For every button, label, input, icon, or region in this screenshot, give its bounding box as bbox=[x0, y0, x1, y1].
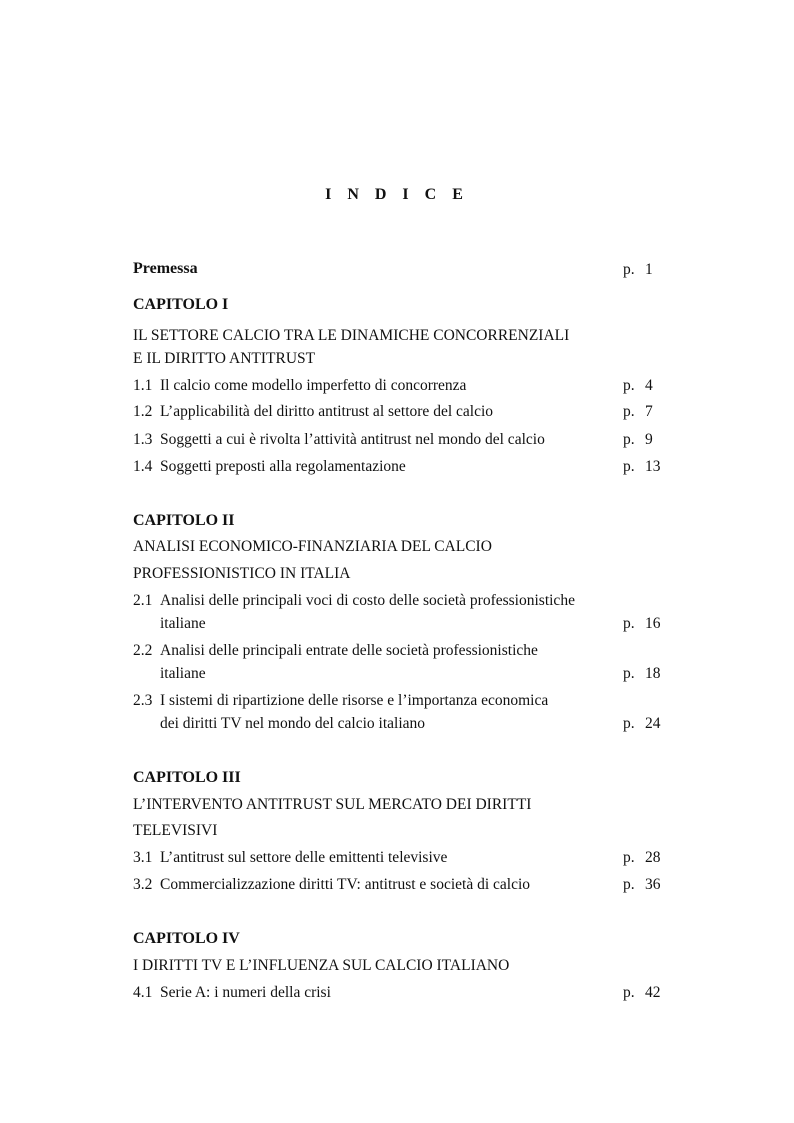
entry-number: 1.4 bbox=[133, 458, 153, 475]
chapter-heading: CAPITOLO II bbox=[133, 512, 235, 529]
page-number: 1 bbox=[645, 261, 653, 278]
entry-number: 2.1 bbox=[133, 592, 153, 609]
page-prefix: p. bbox=[623, 377, 635, 394]
toc-entry bbox=[133, 430, 663, 450]
page-number: 13 bbox=[645, 458, 661, 475]
toc-entry bbox=[133, 691, 663, 711]
entry-number: 1.2 bbox=[133, 403, 153, 420]
entry-title: Analisi delle principali voci di costo delle società professionistiche bbox=[160, 592, 575, 609]
page-prefix: p. bbox=[623, 261, 635, 278]
page-prefix: p. bbox=[623, 615, 635, 632]
entry-number: 4.1 bbox=[133, 984, 153, 1001]
page-number: 9 bbox=[645, 431, 653, 448]
toc-entry-page-ref bbox=[623, 664, 661, 684]
page-prefix: p. bbox=[623, 431, 635, 448]
toc-entry bbox=[133, 402, 663, 422]
page-prefix: p. bbox=[623, 458, 635, 475]
toc-entry bbox=[133, 848, 663, 868]
entry-number: 1.1 bbox=[133, 377, 153, 394]
premessa-label: Premessa bbox=[133, 260, 198, 277]
page-prefix: p. bbox=[623, 876, 635, 893]
toc-entry-continuation: dei diritti TV nel mondo del calcio italiano bbox=[160, 715, 426, 732]
page-prefix: p. bbox=[623, 403, 635, 420]
chapter-subtitle-line: L’INTERVENTO ANTITRUST SUL MERCATO DEI DIRITTI bbox=[133, 796, 532, 813]
entry-title: Soggetti preposti alla regolamentazione bbox=[160, 458, 406, 475]
chapter-subtitle-line: E IL DIRITTO ANTITRUST bbox=[133, 350, 316, 367]
chapter-subtitle-line: TELEVISIVI bbox=[133, 822, 218, 839]
toc-entry-page-ref bbox=[623, 848, 661, 868]
toc-entry-page-ref bbox=[623, 376, 653, 396]
chapter-subtitle-line: PROFESSIONISTICO IN ITALIA bbox=[133, 565, 351, 582]
chapter-heading: CAPITOLO IV bbox=[133, 930, 240, 947]
page-number: 4 bbox=[645, 377, 653, 394]
toc-entry-page-ref bbox=[623, 875, 661, 895]
toc-entry-page-ref bbox=[623, 457, 661, 477]
entry-title: L’antitrust sul settore delle emittenti televisive bbox=[160, 849, 448, 866]
page-prefix: p. bbox=[623, 849, 635, 866]
page-prefix: p. bbox=[623, 665, 635, 682]
chapter-subtitle-line: IL SETTORE CALCIO TRA LE DINAMICHE CONCORRENZIALI bbox=[133, 327, 570, 344]
toc-entry-page-ref bbox=[623, 714, 661, 734]
page-number: 24 bbox=[645, 715, 661, 732]
entry-title: Analisi delle principali entrate delle società professionistiche bbox=[160, 642, 538, 659]
entry-number: 3.1 bbox=[133, 849, 153, 866]
chapter-heading: CAPITOLO I bbox=[133, 296, 229, 313]
toc-entry-page-ref bbox=[623, 402, 653, 422]
entry-title: Il calcio come modello imperfetto di concorrenza bbox=[160, 377, 467, 394]
page-number: 16 bbox=[645, 615, 661, 632]
entry-title: Serie A: i numeri della crisi bbox=[160, 984, 331, 1001]
toc-entry-continuation: italiane bbox=[160, 615, 206, 632]
entry-title: Commercializzazione diritti TV: antitrust e società di calcio bbox=[160, 876, 531, 893]
chapter-heading: CAPITOLO III bbox=[133, 769, 241, 786]
entry-number: 2.2 bbox=[133, 642, 153, 659]
entry-title: I sistemi di ripartizione delle risorse e l’importanza economica bbox=[160, 692, 549, 709]
toc-entry bbox=[133, 457, 663, 477]
entry-title: Soggetti a cui è rivolta l’attività antitrust nel mondo del calcio bbox=[160, 431, 545, 448]
toc-entry-page-ref bbox=[623, 614, 661, 634]
toc-entry bbox=[133, 376, 663, 396]
premessa-page-ref bbox=[623, 260, 653, 280]
page-number: 28 bbox=[645, 849, 661, 866]
entry-number: 2.3 bbox=[133, 692, 153, 709]
page-number: 18 bbox=[645, 665, 661, 682]
toc-entry bbox=[133, 591, 663, 611]
chapter-subtitle-line: I DIRITTI TV E L’INFLUENZA SUL CALCIO ITALIANO bbox=[133, 957, 510, 974]
page-number: 42 bbox=[645, 984, 661, 1001]
page-prefix: p. bbox=[623, 984, 635, 1001]
entry-number: 1.3 bbox=[133, 431, 153, 448]
toc-entry-page-ref bbox=[623, 983, 661, 1003]
entry-number: 3.2 bbox=[133, 876, 153, 893]
toc-entry-continuation: italiane bbox=[160, 665, 206, 682]
toc-entry bbox=[133, 641, 663, 661]
toc-entry bbox=[133, 983, 663, 1003]
page-number: 7 bbox=[645, 403, 653, 420]
index-title: I N D I C E bbox=[325, 186, 469, 203]
chapter-subtitle-line: ANALISI ECONOMICO-FINANZIARIA DEL CALCIO bbox=[133, 538, 492, 555]
page-number: 36 bbox=[645, 876, 661, 893]
entry-title: L’applicabilità del diritto antitrust al settore del calcio bbox=[160, 403, 494, 420]
toc-entry-page-ref bbox=[623, 430, 653, 450]
page-prefix: p. bbox=[623, 715, 635, 732]
toc-entry bbox=[133, 875, 663, 895]
